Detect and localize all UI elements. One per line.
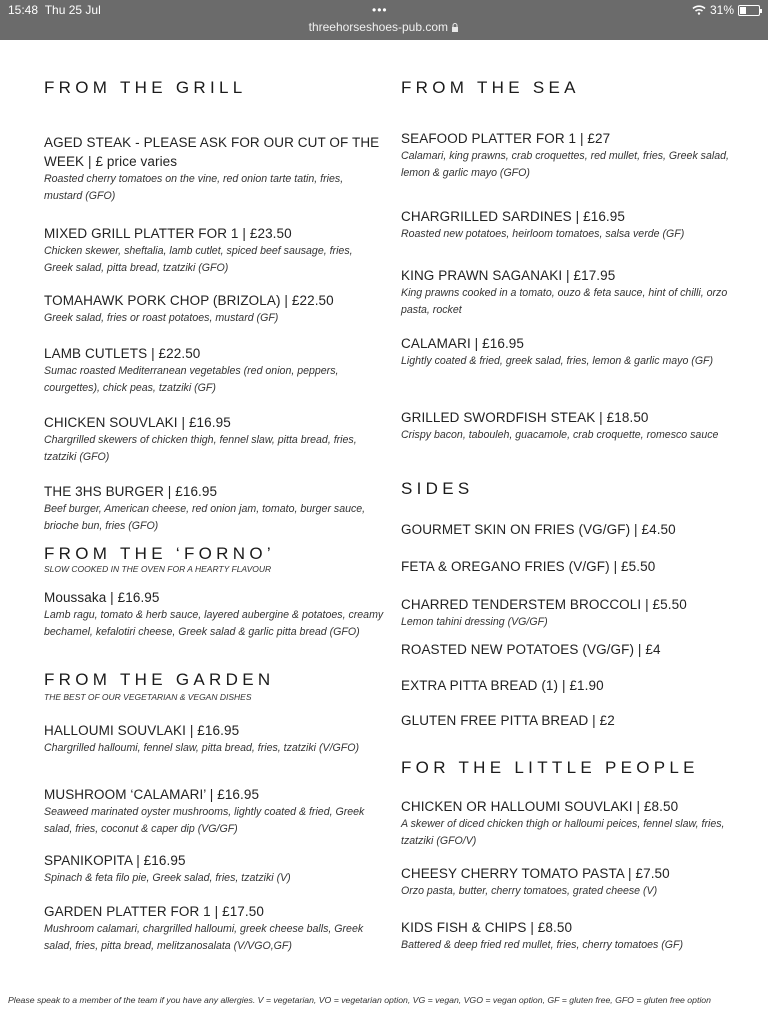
menu-item — [401, 864, 756, 900]
menu-item-name: ROASTED NEW POTATOES (VG/GF) | £4 — [401, 642, 661, 657]
menu-item — [401, 711, 756, 730]
menu-item — [44, 413, 384, 466]
menu-item-description: Sumac roasted Mediterranean vegetables (red onion, peppers, courgettes), chick peas, tzatziki (GF) — [44, 365, 339, 394]
menu-item — [44, 344, 384, 397]
menu-item-name: CHEESY CHERRY TOMATO PASTA | £7.50 — [401, 866, 670, 881]
menu-item-description: Seaweed marinated oyster mushrooms, lightly coated & fried, Greek salad, fries, coconut & caper dip (VG/GF) — [44, 806, 365, 835]
menu-item-name: CHARGRILLED SARDINES | £16.95 — [401, 209, 625, 224]
menu-item-description: Lamb ragu, tomato & herb sauce, layered aubergine & potatoes, creamy bechamel, kefalotiri cheese, Greek salad & garlic pitta bread (GFO) — [44, 609, 384, 638]
section-title-grill: FROM THE GRILL — [44, 78, 247, 97]
menu-item — [401, 640, 756, 659]
menu-item-name: MUSHROOM ‘CALAMARI’ | £16.95 — [44, 787, 260, 802]
menu-item — [44, 902, 384, 955]
menu-item-description: Crispy bacon, tabouleh, guacamole, crab croquette, romesco sauce — [401, 429, 719, 441]
menu-item-name: GARDEN PLATTER FOR 1 | £17.50 — [44, 904, 264, 919]
menu-item — [44, 588, 384, 641]
menu-item — [44, 785, 384, 838]
menu-item-name: HALLOUMI SOUVLAKI | £16.95 — [44, 723, 240, 738]
menu-item-name: EXTRA PITTA BREAD (1) | £1.90 — [401, 678, 604, 693]
menu-item — [401, 918, 756, 954]
menu-item-name: KIDS FISH & CHIPS | £8.50 — [401, 920, 573, 935]
menu-item-name: SEAFOOD PLATTER FOR 1 | £27 — [401, 131, 611, 146]
section-subtitle-forno: SLOW COOKED IN THE OVEN FOR A HEARTY FLAVOUR — [44, 564, 272, 574]
menu-item-description: Roasted cherry tomatoes on the vine, red onion tarte tatin, fries, mustard (GFO) — [44, 173, 344, 202]
menu-item-description: Chargrilled halloumi, fennel slaw, pitta bread, fries, tzatziki (V/GFO) — [44, 742, 359, 754]
url-text[interactable]: threehorseshoes-pub.com — [308, 20, 449, 34]
menu-item-name: GLUTEN FREE PITTA BREAD | £2 — [401, 713, 615, 728]
menu-item-description: King prawns cooked in a tomato, ouzo & feta sauce, hint of chilli, orzo pasta, rocket — [401, 287, 728, 316]
clock: 15:48 — [8, 3, 39, 17]
menu-item — [401, 207, 756, 243]
section-title-forno: FROM THE ‘FORNO’ — [44, 544, 275, 563]
menu-item-description: Chargrilled skewers of chicken thigh, fennel slaw, pitta bread, fries, tzatziki (GFO) — [44, 434, 357, 463]
menu-item-description: Mushroom calamari, chargrilled halloumi, greek cheese balls, Greek salad, fries, pitta bread, melitzanosalata (V/VGO,GF) — [44, 923, 364, 952]
browser-status-bar — [0, 0, 768, 40]
menu-item-name: CHARRED TENDERSTEM BROCCOLI | £5.50 — [401, 597, 687, 612]
menu-item — [401, 266, 756, 319]
menu-item-name: THE 3HS BURGER | £16.95 — [44, 484, 218, 499]
menu-item-name: CHICKEN SOUVLAKI | £16.95 — [44, 415, 231, 430]
menu-item-description: Beef burger, American cheese, red onion jam, tomato, burger sauce, brioche bun, fries (GFO) — [44, 503, 366, 532]
menu-item — [401, 408, 756, 444]
menu-item-name: CHICKEN OR HALLOUMI SOUVLAKI | £8.50 — [401, 799, 679, 814]
menu-item — [44, 224, 384, 277]
menu-item-description: Orzo pasta, butter, cherry tomatoes, grated cheese (V) — [401, 885, 658, 897]
battery-percent: 31% — [709, 3, 734, 17]
section-subtitle-garden: THE BEST OF OUR VEGETARIAN & VEGAN DISHES — [44, 692, 252, 702]
section-title-garden: FROM THE GARDEN — [44, 670, 275, 689]
more-dots-icon[interactable]: ••• — [372, 3, 388, 17]
menu-item-description: Battered & deep fried red mullet, fries, cherry tomatoes (GF) — [401, 939, 684, 951]
section-title-little-people: FOR THE LITTLE PEOPLE — [401, 758, 699, 777]
menu-item — [401, 520, 756, 539]
menu-item-name: Moussaka | £16.95 — [44, 590, 160, 605]
menu-item — [401, 595, 756, 631]
address-bar[interactable] — [0, 20, 768, 34]
menu-item-name: MIXED GRILL PLATTER FOR 1 | £23.50 — [44, 226, 292, 241]
menu-item-name: GOURMET SKIN ON FRIES (VG/GF) | £4.50 — [401, 522, 676, 537]
menu-item — [401, 334, 756, 370]
menu-item — [401, 557, 756, 576]
menu-page — [0, 40, 768, 1024]
section-title-sea: FROM THE SEA — [401, 78, 580, 97]
menu-item-name: FETA & OREGANO FRIES (V/GF) | £5.50 — [401, 559, 656, 574]
menu-item-name: TOMAHAWK PORK CHOP (BRIZOLA) | £22.50 — [44, 293, 334, 308]
lock-icon — [451, 23, 459, 32]
menu-item-name: CALAMARI | £16.95 — [401, 336, 525, 351]
section-title-sides: SIDES — [401, 479, 474, 498]
menu-item-name: SPANIKOPITA | £16.95 — [44, 853, 186, 868]
menu-item — [44, 482, 384, 535]
menu-item — [44, 133, 384, 205]
menu-item-name: AGED STEAK - PLEASE ASK FOR OUR CUT OF THE WEEK | £ price varies — [44, 135, 380, 169]
battery-fill — [740, 7, 746, 14]
allergy-footnote: Please speak to a member of the team if you have any allergies. V = vegetarian, VO = vegetarian option, VG = vegan, VGO = vegan option, GF = gluten free, GFO = gluten free option — [8, 995, 711, 1005]
menu-item-description: Lemon tahini dressing (VG/GF) — [401, 616, 548, 628]
battery-icon — [738, 5, 760, 16]
menu-item-description: Spinach & feta filo pie, Greek salad, fries, tzatziki (V) — [44, 872, 291, 884]
status-indicators — [692, 3, 760, 17]
menu-item — [401, 129, 756, 182]
menu-item — [44, 851, 384, 887]
wifi-icon — [692, 5, 706, 15]
menu-item — [401, 797, 756, 850]
menu-item-description: Chicken skewer, sheftalia, lamb cutlet, spiced beef sausage, fries, Greek salad, pitta bread, tzatziki (GFO) — [44, 245, 353, 274]
menu-item-description: A skewer of diced chicken thigh or halloumi peices, fennel slaw, fries, tzatziki (GFO/V) — [401, 818, 725, 847]
menu-item — [44, 291, 384, 327]
menu-item-description: Greek salad, fries or roast potatoes, mustard (GF) — [44, 312, 279, 324]
date: Thu 25 Jul — [44, 3, 101, 17]
status-time — [8, 3, 101, 17]
menu-item-description: Calamari, king prawns, crab croquettes, red mullet, fries, Greek salad, lemon & garlic mayo (GFO) — [401, 150, 729, 179]
menu-item-name: KING PRAWN SAGANAKI | £17.95 — [401, 268, 616, 283]
menu-item — [44, 721, 384, 757]
menu-item-name: LAMB CUTLETS | £22.50 — [44, 346, 201, 361]
menu-item-description: Roasted new potatoes, heirloom tomatoes, salsa verde (GF) — [401, 228, 685, 240]
menu-item-description: Lightly coated & fried, greek salad, fries, lemon & garlic mayo (GF) — [401, 355, 714, 367]
menu-item-name: GRILLED SWORDFISH STEAK | £18.50 — [401, 410, 649, 425]
menu-item — [401, 676, 756, 695]
